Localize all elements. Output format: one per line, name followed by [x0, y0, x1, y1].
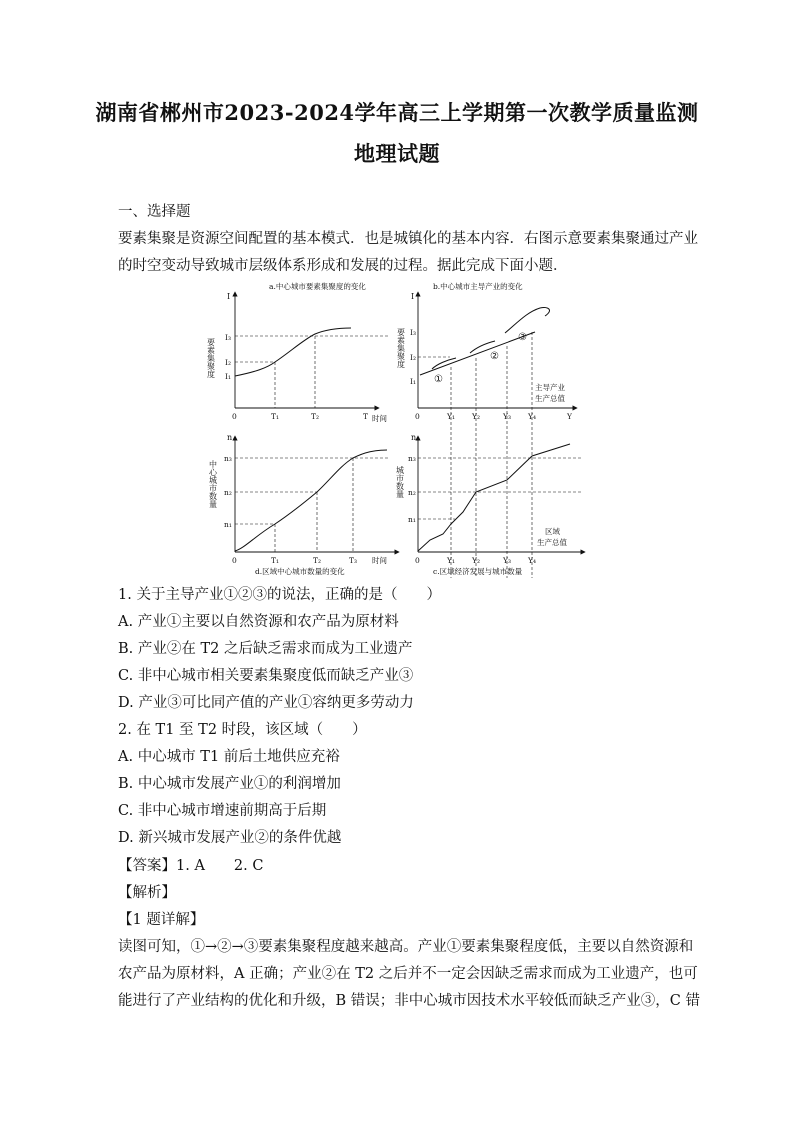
figure-svg: [205, 278, 590, 578]
panel-a: [207, 281, 391, 423]
explanation-line-2: 农产品为原材料，A 正确；产业②在 T2 之后并不一定会因缺乏需求而成为工业遗产，也可: [118, 966, 698, 982]
panel-b-industry-1-curve: [432, 358, 456, 369]
q2-option-b: B. 中心城市发展产业①的利润增加: [118, 776, 341, 792]
panel-a-xtick-0: 0: [232, 412, 237, 421]
panel-b-caption: b.中心城市主导产业的变化: [433, 282, 523, 291]
panel-a-y-top: I: [227, 292, 231, 301]
panel-c: [396, 433, 584, 576]
analysis-label: 【解析】: [118, 885, 176, 901]
q1-option-b: B. 产业②在 T2 之后缺乏需求而成为工业遗产: [118, 641, 413, 657]
panel-b-xtick-y1: Y₁: [447, 412, 455, 421]
panel-a-caption: a.中心城市要素集聚度的变化: [269, 282, 366, 291]
q1-option-c: C. 非中心城市相关要素集聚度低而缺乏产业③: [118, 668, 414, 684]
panel-c-caption: c.区域经济发展与城市数量: [433, 567, 523, 576]
panel-c-xtick-y4: Y₄: [528, 556, 536, 565]
panel-c-ytick-3: n₃: [408, 454, 416, 463]
figure-panels: [205, 278, 590, 578]
panel-b-marker-1: ①: [434, 374, 443, 385]
document-subtitle: 地理试题: [354, 141, 440, 166]
q1-option-d: D. 产业③可比同产值的产业①容纳更多劳动力: [118, 695, 414, 711]
section-heading: 一、选择题: [118, 204, 191, 220]
answer-line: 【答案】1. A 2. C: [118, 858, 264, 874]
q2-option-a: A. 中心城市 T1 前后土地供应充裕: [118, 749, 340, 765]
panel-a-xtick-t2: T₂: [311, 412, 320, 421]
panel-d-ytick-3: n₃: [224, 454, 232, 463]
panel-c-xlabel-1: 区域: [545, 527, 560, 536]
intro-text-line-2: 的时空变动导致城市层级体系形成和发展的过程。据此完成下面小题．: [118, 258, 568, 274]
panel-b-ytick-1: I₁: [410, 377, 416, 386]
panel-c-xtick-0: 0: [415, 556, 420, 565]
panel-c-xlabel-2: 生产总值: [537, 538, 567, 547]
panel-d: [208, 433, 398, 576]
panel-b-xtick-0: 0: [415, 412, 420, 421]
panel-d-caption: d.区域中心城市数量的变化: [255, 567, 345, 576]
panel-a-curve: [235, 328, 351, 376]
q1-stem: 1. 关于主导产业①②③的说法，正确的是（ ）: [118, 587, 441, 603]
panel-d-xtick-t1: T₁: [271, 556, 280, 565]
panel-b-ytick-2: I₂: [410, 353, 416, 362]
panel-a-xtick-t1: T₁: [271, 412, 280, 421]
panel-b-xtick-y4: Y₄: [528, 412, 536, 421]
panel-b-y-top: I: [411, 292, 415, 301]
panel-a-x-unit: 时间: [372, 414, 387, 423]
panel-c-ylabel: 城市数量: [395, 466, 405, 498]
panel-d-x-unit: 时间: [372, 556, 387, 565]
document-title: 湖南省郴州市2023-2024学年高三上学期第一次教学质量监测: [95, 100, 699, 125]
panel-c-ytick-1: n₁: [408, 515, 416, 524]
panel-a-ylabel: 要素集聚度: [206, 338, 216, 378]
explanation-line-3: 能进行了产业结构的优化和升级，B 错误；非中心城市因技术水平较低而缺乏产业③，C 错: [118, 993, 700, 1009]
panel-d-xtick-t3: T₃: [349, 556, 358, 565]
panel-a-ytick-2: I₂: [225, 358, 231, 367]
panel-c-xtick-y1: Y₁: [447, 556, 455, 565]
explanation-line-1: 读图可知，①→②→③要素集聚程度越来越高。产业①要素集聚程度低，主要以自然资源和: [118, 939, 694, 955]
panel-d-xtick-0: 0: [232, 556, 237, 565]
panel-b-xtick-y2: Y₂: [472, 412, 480, 421]
q2-option-c: C. 非中心城市增速前期高于后期: [118, 803, 327, 819]
panel-b-xlabel-1: 主导产业: [535, 383, 565, 392]
q1-option-a: A. 产业①主要以自然资源和农产品为原材料: [118, 614, 399, 630]
panel-b-marker-3: ③: [518, 332, 527, 343]
panel-c-ytick-2: n₂: [408, 488, 416, 497]
panel-d-ytick-2: n₂: [224, 488, 232, 497]
panel-c-xtick-y3: Y₃: [503, 556, 511, 565]
panel-c-y-top: n: [411, 433, 417, 442]
panel-d-xtick-t2: T₂: [313, 556, 322, 565]
panel-d-ytick-1: n₁: [224, 520, 232, 529]
panel-d-y-top: n: [227, 433, 233, 442]
panel-d-ylabel: 中心城市数量: [208, 460, 218, 508]
panel-d-curve: [235, 450, 387, 551]
panel-b-ylabel: 要素集聚度: [396, 328, 406, 368]
panel-b-xtick-y: Y: [567, 412, 572, 421]
panel-b-xtick-y3: Y₃: [503, 412, 511, 421]
panel-b-ytick-3: I₃: [410, 328, 416, 337]
panel-b-xlabel-2: 生产总值: [535, 394, 565, 403]
q2-option-d: D. 新兴城市发展产业②的条件优越: [118, 830, 342, 846]
panel-a-ytick-3: I₃: [225, 333, 231, 342]
panel-b-marker-2: ②: [490, 351, 499, 362]
detail-label: 【1 题详解】: [118, 912, 205, 928]
panel-a-ytick-1: I₁: [225, 372, 231, 381]
panel-a-xtick-t: T: [363, 412, 369, 421]
q2-stem: 2. 在 T1 至 T2 时段，该区域（ ）: [118, 722, 367, 738]
panel-c-xtick-y2: Y₂: [472, 556, 480, 565]
panel-b-industry-3-curve: [505, 307, 549, 333]
intro-text-line-1: 要素集聚是资源空间配置的基本模式．也是城镇化的基本内容．右图示意要素集聚通过产业: [118, 231, 698, 247]
